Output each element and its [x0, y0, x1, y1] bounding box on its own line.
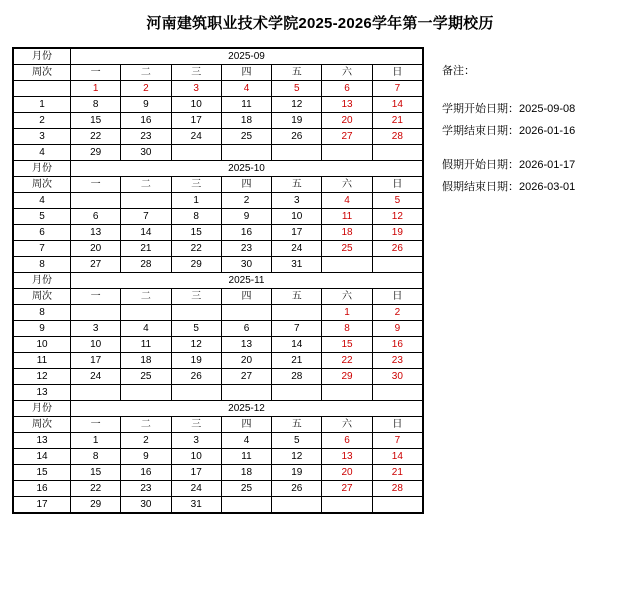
week-label-cell: 周次	[14, 417, 71, 433]
notes-panel	[442, 47, 575, 203]
day-cell: 12	[272, 449, 322, 465]
day-cell: 15	[322, 337, 372, 353]
weekday-header-cell: 三	[171, 417, 221, 433]
day-cell	[221, 305, 271, 321]
week-label-cell: 周次	[14, 289, 71, 305]
day-cell	[322, 145, 372, 161]
day-cell: 3	[71, 321, 121, 337]
document-body	[0, 47, 640, 514]
day-cell	[322, 385, 372, 401]
day-cell	[372, 257, 422, 273]
day-cell: 29	[71, 145, 121, 161]
weekday-header-cell: 二	[121, 289, 171, 305]
day-cell: 15	[71, 113, 121, 129]
week-number-cell	[14, 81, 71, 97]
academic-calendar-table	[12, 47, 424, 514]
day-cell	[71, 385, 121, 401]
day-cell: 5	[372, 193, 422, 209]
day-cell	[121, 193, 171, 209]
weekday-header-row	[14, 177, 423, 193]
week-row	[14, 81, 423, 97]
week-row	[14, 225, 423, 241]
week-row	[14, 257, 423, 273]
day-cell: 22	[171, 241, 221, 257]
day-cell: 16	[121, 465, 171, 481]
day-cell: 13	[322, 97, 372, 113]
week-row	[14, 193, 423, 209]
day-cell: 22	[71, 129, 121, 145]
month-value-cell: 2025-10	[71, 161, 423, 177]
weekday-header-cell: 四	[221, 177, 271, 193]
day-cell: 25	[322, 241, 372, 257]
month-value-cell: 2025-12	[71, 401, 423, 417]
weekday-header-cell: 一	[71, 289, 121, 305]
day-cell	[71, 193, 121, 209]
day-cell: 22	[322, 353, 372, 369]
weekday-header-row	[14, 289, 423, 305]
week-row	[14, 465, 423, 481]
day-cell: 23	[372, 353, 422, 369]
week-number-cell: 9	[14, 321, 71, 337]
day-cell: 20	[71, 241, 121, 257]
weekday-header-cell: 三	[171, 289, 221, 305]
month-label-cell: 月份	[14, 49, 71, 65]
weekday-header-cell: 四	[221, 417, 271, 433]
weekday-header-cell: 五	[272, 289, 322, 305]
week-row	[14, 241, 423, 257]
week-number-cell: 15	[14, 465, 71, 481]
week-label-cell: 周次	[14, 65, 71, 81]
day-cell: 1	[71, 81, 121, 97]
week-number-cell: 3	[14, 129, 71, 145]
day-cell: 29	[71, 497, 121, 513]
day-cell: 14	[121, 225, 171, 241]
day-cell: 6	[322, 81, 372, 97]
calendar-grid	[13, 48, 423, 513]
day-cell: 13	[221, 337, 271, 353]
day-cell: 17	[272, 225, 322, 241]
day-cell: 11	[221, 449, 271, 465]
day-cell	[221, 385, 271, 401]
day-cell: 8	[71, 97, 121, 113]
day-cell: 19	[171, 353, 221, 369]
day-cell: 28	[372, 129, 422, 145]
day-cell: 30	[372, 369, 422, 385]
day-cell: 8	[171, 209, 221, 225]
week-number-cell: 14	[14, 449, 71, 465]
day-cell: 20	[221, 353, 271, 369]
day-cell: 13	[71, 225, 121, 241]
day-cell: 28	[372, 481, 422, 497]
day-cell	[221, 145, 271, 161]
month-header-row	[14, 49, 423, 65]
weekday-header-cell: 三	[171, 65, 221, 81]
day-cell: 2	[121, 81, 171, 97]
day-cell: 19	[272, 465, 322, 481]
day-cell: 10	[272, 209, 322, 225]
day-cell: 23	[121, 481, 171, 497]
week-number-cell: 12	[14, 369, 71, 385]
day-cell: 24	[171, 129, 221, 145]
week-number-cell: 6	[14, 225, 71, 241]
month-label-cell: 月份	[14, 401, 71, 417]
week-row	[14, 433, 423, 449]
weekday-header-cell: 二	[121, 417, 171, 433]
day-cell: 1	[322, 305, 372, 321]
day-cell: 21	[121, 241, 171, 257]
weekday-header-row	[14, 417, 423, 433]
day-cell	[272, 305, 322, 321]
week-number-cell: 7	[14, 241, 71, 257]
week-number-cell: 8	[14, 305, 71, 321]
day-cell: 23	[121, 129, 171, 145]
day-cell: 30	[221, 257, 271, 273]
day-cell: 2	[372, 305, 422, 321]
day-cell	[171, 145, 221, 161]
weekday-header-cell: 二	[121, 177, 171, 193]
week-row	[14, 129, 423, 145]
day-cell: 6	[221, 321, 271, 337]
note-row: 假期开始日期：2026-01-17	[442, 159, 576, 172]
week-row	[14, 305, 423, 321]
day-cell	[322, 257, 372, 273]
day-cell: 4	[221, 433, 271, 449]
weekday-header-cell: 四	[221, 65, 271, 81]
day-cell: 8	[322, 321, 372, 337]
week-row	[14, 481, 423, 497]
day-cell: 20	[322, 113, 372, 129]
day-cell: 25	[221, 481, 271, 497]
day-cell: 10	[71, 337, 121, 353]
week-number-cell: 11	[14, 353, 71, 369]
weekday-header-cell: 五	[272, 65, 322, 81]
day-cell: 23	[221, 241, 271, 257]
day-cell: 17	[171, 465, 221, 481]
week-label-cell: 周次	[14, 177, 71, 193]
day-cell: 17	[171, 113, 221, 129]
day-cell: 30	[121, 497, 171, 513]
week-row	[14, 321, 423, 337]
week-row	[14, 145, 423, 161]
month-label-cell: 月份	[14, 161, 71, 177]
day-cell: 26	[272, 129, 322, 145]
month-header-row	[14, 401, 423, 417]
day-cell: 17	[71, 353, 121, 369]
day-cell: 26	[372, 241, 422, 257]
day-cell: 3	[272, 193, 322, 209]
day-cell: 12	[272, 97, 322, 113]
note-spacer	[442, 147, 575, 159]
day-cell: 18	[221, 465, 271, 481]
week-row	[14, 337, 423, 353]
day-cell: 3	[171, 81, 221, 97]
month-label-cell: 月份	[14, 273, 71, 289]
month-header-row	[14, 273, 423, 289]
week-row	[14, 97, 423, 113]
day-cell: 29	[171, 257, 221, 273]
weekday-header-cell: 日	[372, 289, 422, 305]
day-cell: 15	[171, 225, 221, 241]
week-row	[14, 353, 423, 369]
day-cell: 7	[121, 209, 171, 225]
day-cell: 18	[121, 353, 171, 369]
day-cell: 6	[322, 433, 372, 449]
weekday-header-cell: 三	[171, 177, 221, 193]
weekday-header-cell: 四	[221, 289, 271, 305]
week-row	[14, 209, 423, 225]
week-number-cell: 13	[14, 433, 71, 449]
day-cell: 28	[121, 257, 171, 273]
day-cell	[322, 497, 372, 513]
week-row	[14, 385, 423, 401]
week-number-cell: 8	[14, 257, 71, 273]
day-cell: 28	[272, 369, 322, 385]
day-cell: 2	[221, 193, 271, 209]
day-cell: 19	[272, 113, 322, 129]
day-cell: 16	[221, 225, 271, 241]
day-cell: 29	[322, 369, 372, 385]
month-value-cell: 2025-11	[71, 273, 423, 289]
day-cell: 11	[322, 209, 372, 225]
note-row: 假期结束日期：2026-03-01	[442, 181, 576, 194]
day-cell: 4	[322, 193, 372, 209]
day-cell: 27	[322, 129, 372, 145]
week-number-cell: 13	[14, 385, 71, 401]
day-cell: 24	[272, 241, 322, 257]
day-cell: 4	[221, 81, 271, 97]
day-cell: 21	[272, 353, 322, 369]
month-value-cell: 2025-09	[71, 49, 423, 65]
week-row	[14, 113, 423, 129]
week-row	[14, 497, 423, 513]
weekday-header-cell: 五	[272, 177, 322, 193]
day-cell: 21	[372, 465, 422, 481]
weekday-header-cell: 日	[372, 65, 422, 81]
day-cell	[272, 497, 322, 513]
month-header-row	[14, 161, 423, 177]
day-cell: 1	[171, 193, 221, 209]
day-cell: 5	[171, 321, 221, 337]
week-number-cell: 4	[14, 145, 71, 161]
weekday-header-cell: 六	[322, 177, 372, 193]
day-cell	[221, 497, 271, 513]
day-cell: 27	[322, 481, 372, 497]
day-cell: 11	[221, 97, 271, 113]
day-cell: 11	[121, 337, 171, 353]
day-cell	[372, 145, 422, 161]
day-cell: 9	[221, 209, 271, 225]
weekday-header-cell: 五	[272, 417, 322, 433]
day-cell: 16	[121, 113, 171, 129]
day-cell: 10	[171, 97, 221, 113]
day-cell: 9	[121, 449, 171, 465]
day-cell: 5	[272, 81, 322, 97]
day-cell: 24	[71, 369, 121, 385]
day-cell: 14	[372, 97, 422, 113]
day-cell: 4	[121, 321, 171, 337]
day-cell: 6	[71, 209, 121, 225]
day-cell: 16	[372, 337, 422, 353]
week-number-cell: 16	[14, 481, 71, 497]
day-cell: 12	[372, 209, 422, 225]
day-cell: 13	[322, 449, 372, 465]
day-cell: 5	[272, 433, 322, 449]
weekday-header-cell: 二	[121, 65, 171, 81]
day-cell: 30	[121, 145, 171, 161]
day-cell: 2	[121, 433, 171, 449]
day-cell	[372, 497, 422, 513]
day-cell: 24	[171, 481, 221, 497]
day-cell: 7	[372, 433, 422, 449]
day-cell: 26	[171, 369, 221, 385]
day-cell: 31	[272, 257, 322, 273]
day-cell: 14	[272, 337, 322, 353]
weekday-header-row	[14, 65, 423, 81]
day-cell: 7	[372, 81, 422, 97]
weekday-header-cell: 一	[71, 65, 121, 81]
week-number-cell: 17	[14, 497, 71, 513]
week-row	[14, 369, 423, 385]
day-cell: 27	[71, 257, 121, 273]
weekday-header-cell: 一	[71, 177, 121, 193]
note-row: 学期结束日期：2026-01-16	[442, 125, 576, 138]
day-cell	[121, 305, 171, 321]
day-cell: 20	[322, 465, 372, 481]
page-title: 河南建筑职业技术学院2025-2026学年第一学期校历	[146, 15, 494, 32]
day-cell	[171, 385, 221, 401]
day-cell: 26	[272, 481, 322, 497]
day-cell: 18	[322, 225, 372, 241]
weekday-header-cell: 一	[71, 417, 121, 433]
day-cell	[272, 385, 322, 401]
day-cell	[121, 385, 171, 401]
day-cell	[272, 145, 322, 161]
day-cell: 1	[71, 433, 121, 449]
day-cell: 22	[71, 481, 121, 497]
weekday-header-cell: 六	[322, 65, 372, 81]
weekday-header-cell: 日	[372, 177, 422, 193]
week-number-cell: 5	[14, 209, 71, 225]
week-number-cell: 4	[14, 193, 71, 209]
day-cell	[171, 305, 221, 321]
day-cell: 19	[372, 225, 422, 241]
notes-title: 备注：	[442, 65, 475, 77]
day-cell: 7	[272, 321, 322, 337]
note-row: 学期开始日期：2025-09-08	[442, 103, 576, 116]
week-number-cell: 1	[14, 97, 71, 113]
day-cell: 25	[221, 129, 271, 145]
day-cell: 3	[171, 433, 221, 449]
weekday-header-cell: 六	[322, 417, 372, 433]
week-number-cell: 2	[14, 113, 71, 129]
day-cell: 8	[71, 449, 121, 465]
day-cell: 21	[372, 113, 422, 129]
day-cell: 14	[372, 449, 422, 465]
day-cell	[71, 305, 121, 321]
day-cell: 12	[171, 337, 221, 353]
day-cell: 9	[121, 97, 171, 113]
weekday-header-cell: 六	[322, 289, 372, 305]
week-row	[14, 449, 423, 465]
day-cell: 18	[221, 113, 271, 129]
day-cell: 25	[121, 369, 171, 385]
day-cell: 31	[171, 497, 221, 513]
weekday-header-cell: 日	[372, 417, 422, 433]
day-cell: 9	[372, 321, 422, 337]
day-cell	[372, 385, 422, 401]
day-cell: 27	[221, 369, 271, 385]
day-cell: 10	[171, 449, 221, 465]
day-cell: 15	[71, 465, 121, 481]
week-number-cell: 10	[14, 337, 71, 353]
